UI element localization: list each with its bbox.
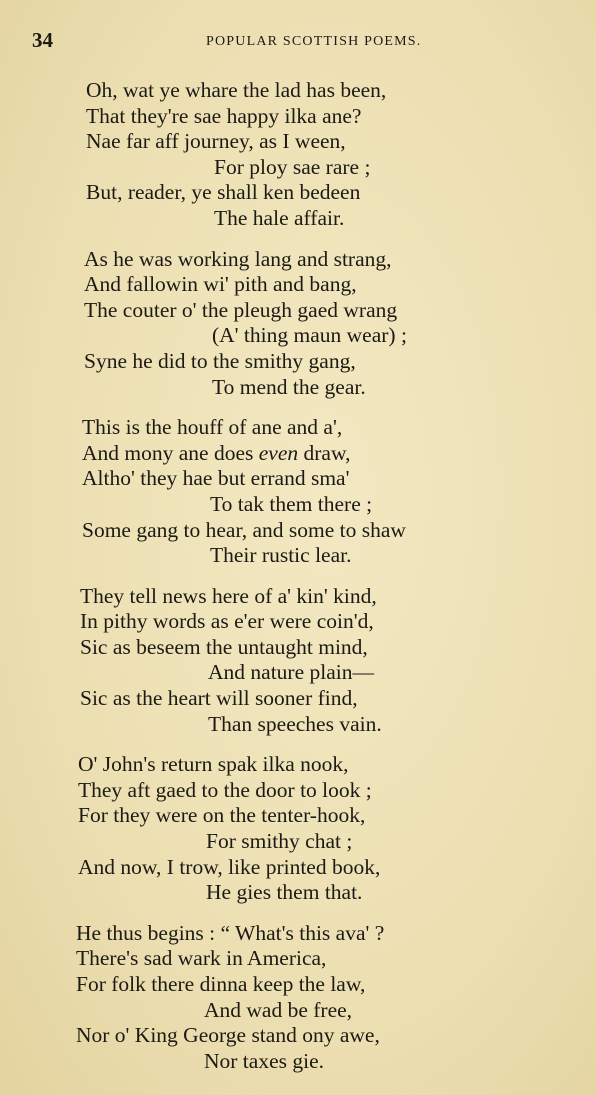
poem-line	[82, 441, 560, 467]
poem-line: This is the houff of ane and a',	[82, 415, 343, 440]
poem-line: Sic as beseem the untaught mind,	[80, 634, 368, 659]
page-number: 34	[32, 28, 53, 52]
poem-line: That they're sae happy ilka ane?	[86, 103, 362, 128]
poem-line: For folk there dinna keep the law,	[76, 972, 366, 996]
poem-line: Sic as the heart will sooner find,	[80, 686, 358, 711]
poem-line: Nae far aff journey, as I ween,	[86, 129, 346, 154]
italic-word: even	[258, 440, 299, 465]
poem-line: Altho' they hae but errand sma'	[82, 466, 350, 491]
poem-line: Than speeches vain.	[208, 711, 382, 736]
poem-line: He gies them that.	[206, 880, 363, 905]
poem-line: And now, I trow, like printed book,	[78, 854, 381, 879]
poem-line: As he was working lang and strang,	[84, 246, 392, 271]
poem-line: Their rustic lear.	[210, 543, 352, 568]
poem-line: And fallowin wi' pith and bang,	[84, 272, 357, 297]
stanza-1	[86, 78, 560, 232]
poem-line-part: And mony ane does	[82, 440, 254, 465]
stanza-4	[80, 584, 560, 738]
poem-line: Some gang to hear, and some to shaw	[82, 517, 406, 542]
poem-line: There's sad wark in America,	[76, 946, 327, 971]
poem-line: They aft gaed to the door to look ;	[78, 777, 372, 802]
page-header	[32, 28, 556, 58]
stanza-5	[78, 752, 560, 906]
poem-line: They tell news here of a' kin' kind,	[80, 583, 377, 608]
poem-line: Syne he did to the smithy gang,	[84, 348, 356, 373]
poem-line: In pithy words as e'er were coin'd,	[80, 609, 374, 634]
poem-line-part: draw,	[303, 440, 351, 465]
poem-line: (A' thing maun wear) ;	[212, 323, 407, 348]
poem-line: The couter o' the pleugh gaed wrang	[84, 297, 398, 322]
poem-line: Nor taxes gie.	[204, 1048, 325, 1073]
poem-line: O' John's return spak ilka nook,	[78, 752, 349, 777]
poem-line: To tak them there ;	[210, 491, 373, 516]
poem-line: Oh, wat ye whare the lad has been,	[86, 78, 387, 102]
running-head: POPULAR SCOTTISH POEMS.	[206, 34, 422, 49]
poem-line: But, reader, ye shall ken bedeen	[86, 180, 361, 205]
poem	[76, 78, 560, 1089]
poem-line: For smithy chat ;	[206, 829, 353, 854]
poem-line: For ploy sae rare ;	[214, 154, 371, 179]
poem-line: The hale affair.	[214, 205, 345, 230]
stanza-6	[76, 921, 560, 1075]
stanza-3	[82, 415, 560, 569]
poem-line: He thus begins : “ What's this ava' ?	[76, 920, 385, 945]
poem-line: And nature plain—	[208, 660, 374, 685]
stanza-2	[84, 247, 560, 401]
poem-line: For they were on the tenter-hook,	[78, 803, 366, 828]
poem-line: To mend the gear.	[212, 374, 366, 399]
poem-line: Nor o' King George stand ony awe,	[76, 1023, 380, 1048]
poem-line: And wad be free,	[204, 997, 353, 1022]
